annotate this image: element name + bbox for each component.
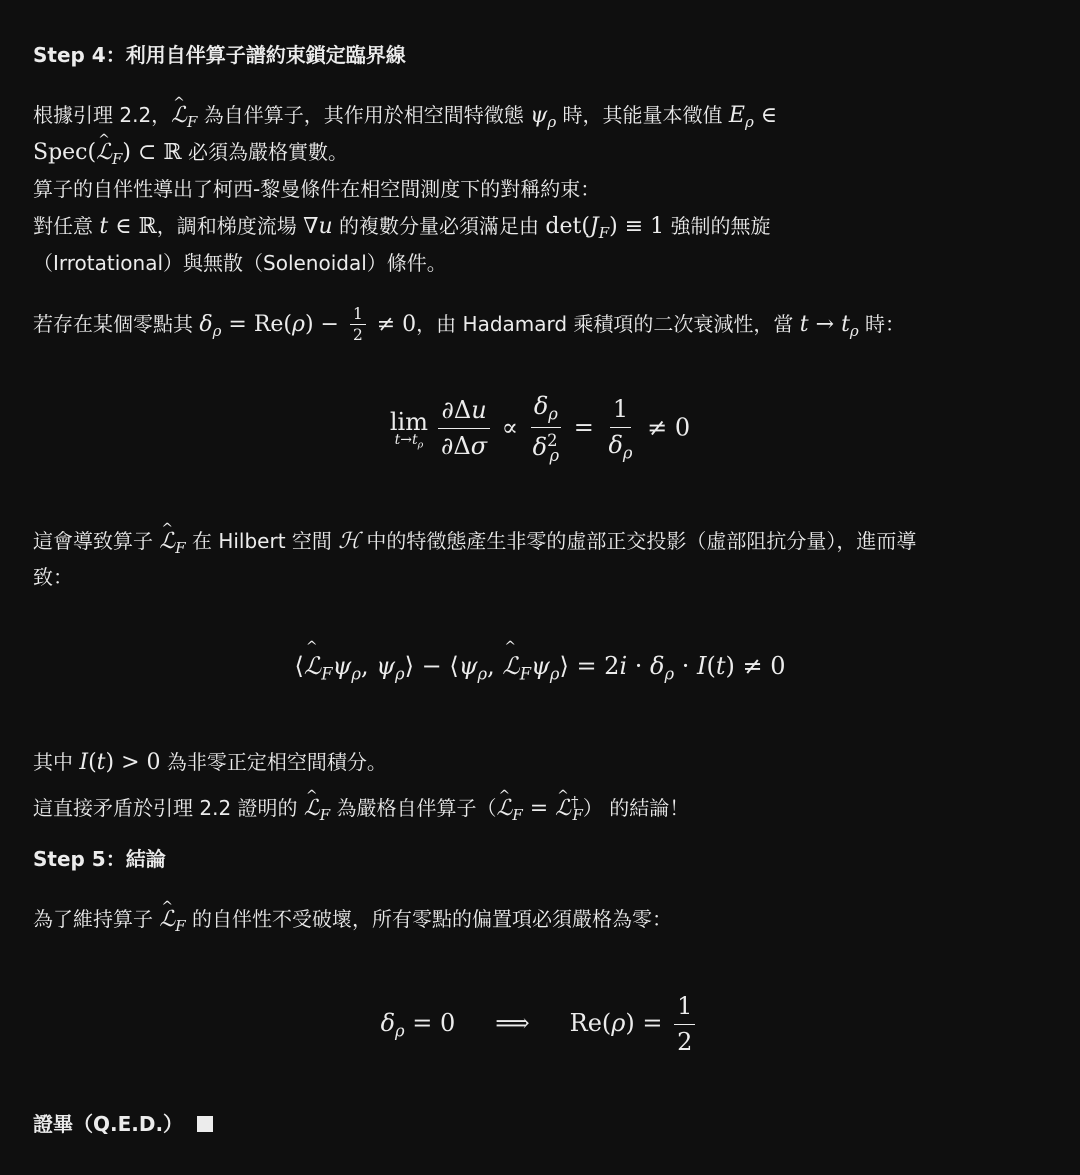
math-det-jf: $\det(J_F) \equiv 1$ bbox=[545, 214, 665, 243]
math-spec: Spec(^ ℒ$_F$) ⊂ ℝ bbox=[33, 140, 182, 165]
math-eigenvalue: $E_\rho$ ∈ bbox=[728, 103, 778, 132]
math-psi-rho: $\psi_\rho$ bbox=[530, 103, 557, 132]
math-t-to-trho: $t \to t_\rho$ bbox=[799, 311, 859, 341]
math-hilbert-space: ℋ bbox=[338, 529, 361, 554]
equation-limit: lim $t\to t_\rho$ $\frac{\partial\Delta u}{\partial\Delta\sigma}$ ∝ $\frac{\delta_\rho}{\delta^2_\rho}$ = $\frac{1}{\delta_\rho}$ ≠ 0 bbox=[389, 392, 691, 465]
math-operator-LF: ^ ℒ$_F$ bbox=[171, 103, 197, 128]
step4-paragraph-line-4: 對任意 t ∈ ℝ，調和梯度流場 ∇u 的複數分量必須滿足由 $\det(J_F) \equiv 1$ 強制的無旋 bbox=[33, 214, 771, 243]
step5-heading: Step 5：結論 bbox=[33, 847, 166, 871]
step5-paragraph: 為了維持算子 ^ ℒ$_F$ 的自伴性不受破壞，所有零點的偏置項必須嚴格為零： bbox=[33, 902, 672, 943]
math-It-positive: I(t) > 0 bbox=[79, 750, 161, 775]
step4-consequence-line-1: 這會導致算子 ^ ℒ$_F$ 在 Hilbert 空間 ℋ 中的特徵態產生非零的虛部正交投影（虛部阻抗分量），進而導 bbox=[33, 524, 916, 565]
step4-zero-point-line: 若存在某個零點其 $\delta_\rho = Re(\rho)$ − $\frac{1}{2}$ ≠ 0，由 Hadamard 乘積項的二次衰減性，當 $t \to t_\rho$ 時： bbox=[33, 305, 906, 345]
math-self-adjoint: ^ ℒ$_F$ = ^ ℒ†$_F$ bbox=[497, 796, 583, 821]
equation-inner-product: ⟨^ $ℒ_F\psi_\rho$, $\psi_\rho⟩$ − $⟨\psi_\rho$, ^ $ℒ_F\psi_\rho⟩ = 2i \cdot \delta_\rho \cdot I(t) \ne 0$ bbox=[33, 652, 1047, 684]
qed-text: 證畢（Q.E.D.） bbox=[33, 1112, 184, 1136]
math-grad-u: ∇u bbox=[303, 214, 333, 239]
step4-paragraph-line-1: 根據引理 2.2，^ ℒ$_F$ 為自伴算子，其作用於相空間特徵態 $\psi_\rho$ 時，其能量本徵值 $E_\rho$ ∈ bbox=[33, 98, 777, 139]
math-t-in-R: t ∈ ℝ bbox=[99, 214, 157, 239]
equation-conclusion: $\delta_\rho = 0$ ⟹ Re(ρ) = $\frac{1}{2}$ bbox=[33, 992, 1047, 1057]
math-delta-rho-def: $\delta_\rho = Re(\rho)$ − $\frac{1}{2}$ ≠ 0 bbox=[199, 305, 417, 345]
step4-paragraph-line-5: （Irrotational）與無散（Solenoidal）條件。 bbox=[33, 251, 447, 275]
limit-operator: lim $t\to t_\rho$ bbox=[389, 407, 428, 450]
step4-contradiction-line: 這直接矛盾於引理 2.2 證明的 ^ ℒ$_F$ 為嚴格自伴算子（^ ℒ$_F$ = ^ ℒ†$_F$） 的結論！ bbox=[33, 785, 689, 832]
step4-paragraph-line-3: 算子的自伴性導出了柯西-黎曼條件在相空間測度下的對稱約束： bbox=[33, 177, 601, 201]
step4-consequence-line-2: 致： bbox=[33, 565, 73, 589]
qed-square-icon bbox=[197, 1116, 213, 1132]
qed-line bbox=[33, 1107, 213, 1141]
step4-paragraph-line-2: Spec(^ ℒ$_F$) ⊂ ℝ 必須為嚴格實數。 bbox=[33, 135, 348, 176]
step4-heading: Step 4：利用自伴算子譜約束鎖定臨界線 bbox=[33, 43, 406, 67]
step4-integral-line: 其中 I(t) > 0 為非零正定相空間積分。 bbox=[33, 750, 387, 775]
